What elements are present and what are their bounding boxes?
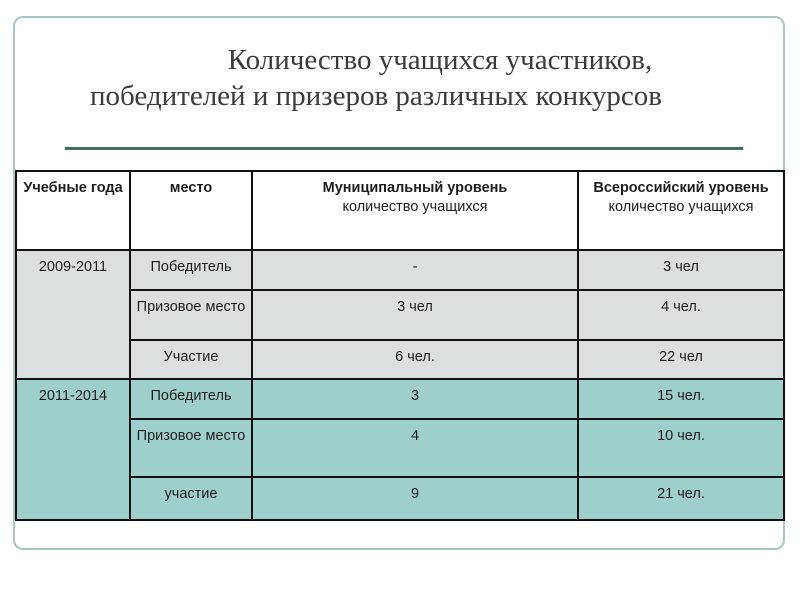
header-years: Учебные года [16, 171, 130, 250]
table-row [16, 250, 784, 290]
header-place: место [130, 171, 252, 250]
municipal-cell: 6 чел. [252, 340, 578, 379]
table-row [16, 379, 784, 419]
place-cell: Участие [130, 340, 252, 379]
national-cell: 3 чел [578, 250, 784, 290]
table-header-row [16, 171, 784, 250]
place-cell: Победитель [130, 379, 252, 419]
municipal-cell: - [252, 250, 578, 290]
national-cell: 21 чел. [578, 477, 784, 520]
municipal-cell: 9 [252, 477, 578, 520]
table-row [16, 340, 784, 379]
header-national [578, 171, 784, 250]
results-table [15, 170, 785, 521]
header-national-title: Всероссийский уровень [593, 180, 769, 196]
national-cell: 22 чел [578, 340, 784, 379]
years-cell: 2009-2011 [16, 250, 130, 379]
header-national-sub: количество учащихся [608, 199, 754, 215]
title-line-1: Количество учащихся участников, [227, 44, 653, 76]
slide-title [60, 42, 740, 114]
municipal-cell: 3 чел [252, 290, 578, 340]
table-row [16, 477, 784, 520]
table-row [16, 290, 784, 340]
header-municipal [252, 171, 578, 250]
header-municipal-sub: количество учащихся [342, 199, 488, 215]
place-cell: Победитель [130, 250, 252, 290]
table-row [16, 419, 784, 477]
national-cell: 15 чел. [578, 379, 784, 419]
title-underline [65, 147, 743, 150]
municipal-cell: 3 [252, 379, 578, 419]
place-cell: Призовое место [130, 419, 252, 477]
national-cell: 4 чел. [578, 290, 784, 340]
header-municipal-title: Муниципальный уровень [322, 180, 508, 196]
years-cell: 2011-2014 [16, 379, 130, 520]
place-cell: участие [130, 477, 252, 520]
national-cell: 10 чел. [578, 419, 784, 477]
municipal-cell: 4 [252, 419, 578, 477]
title-line-2: победителей и призеров различных конкурсов [90, 80, 662, 112]
place-cell: Призовое место [130, 290, 252, 340]
